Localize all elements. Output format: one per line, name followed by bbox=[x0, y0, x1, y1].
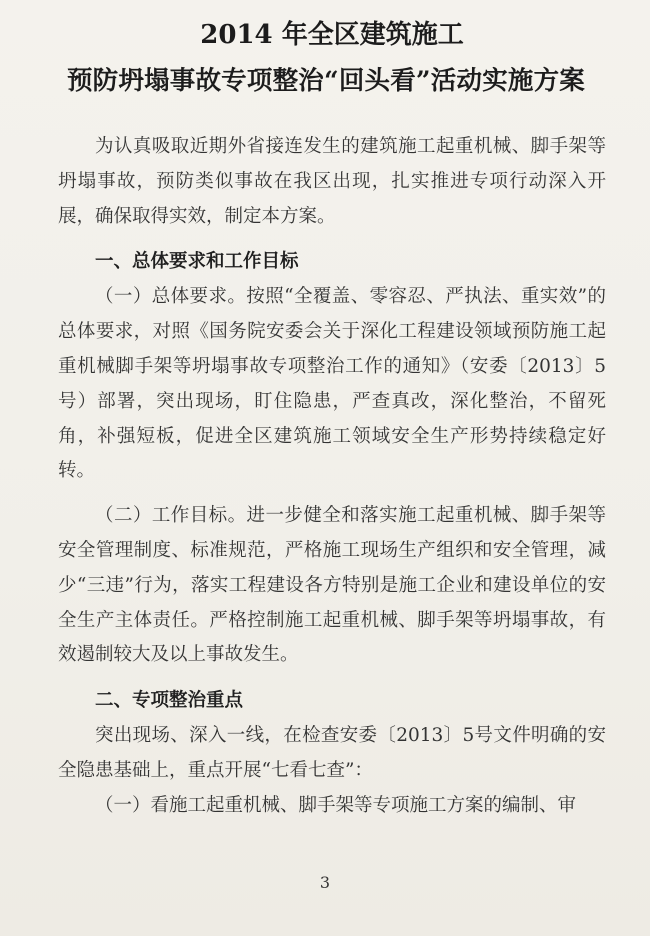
section-2-paragraph-2: （一）看施工起重机械、脚手架等专项施工方案的编制、审 bbox=[95, 794, 577, 816]
page-number: 3 bbox=[319, 873, 331, 892]
document-title-line-1: 2014 年全区建筑施工 bbox=[200, 20, 464, 50]
section-1-paragraph-1: （一）总体要求。按照“全覆盖、零容忍、严执法、重实效”的总体要求，对照《国务院安委会关于深化工程建设领域预防施工起重机械脚手架等坍塌事故专项整治工作的通知》（安委〔2013〕5号）部署，突出现场，盯住隐患，严查真改，深化整治，不留死角，补强短板，促进全区建筑施工领域安全生产形势持续稳定好转。 bbox=[58, 286, 606, 482]
document-body bbox=[58, 130, 606, 824]
intro-paragraph: 为认真吸取近期外省接连发生的建筑施工起重机械、脚手架等坍塌事故，预防类似事故在我区出现，扎实推进专项行动深入开展，确保取得实效，制定本方案。 bbox=[58, 136, 606, 227]
section-2-heading: 二、专项整治重点 bbox=[95, 690, 244, 712]
section-2-paragraph-1: 突出现场、深入一线，在检查安委〔2013〕5号文件明确的安全隐患基础上，重点开展“七看七查”： bbox=[58, 725, 606, 781]
document-title-line-2: 预防坍塌事故专项整治“回头看”活动实施方案 bbox=[66, 66, 586, 96]
section-1-paragraph-2: （二）工作目标。进一步健全和落实施工起重机械、脚手架等安全管理制度、标准规范，严格施工现场生产组织和安全管理，减少“三违”行为，落实工程建设各方特别是施工企业和建设单位的安全生产主体责任。严格控制施工起重机械、脚手架等坍塌事故，有效遏制较大及以上事故发生。 bbox=[58, 505, 606, 666]
section-1-heading: 一、总体要求和工作目标 bbox=[95, 251, 299, 273]
